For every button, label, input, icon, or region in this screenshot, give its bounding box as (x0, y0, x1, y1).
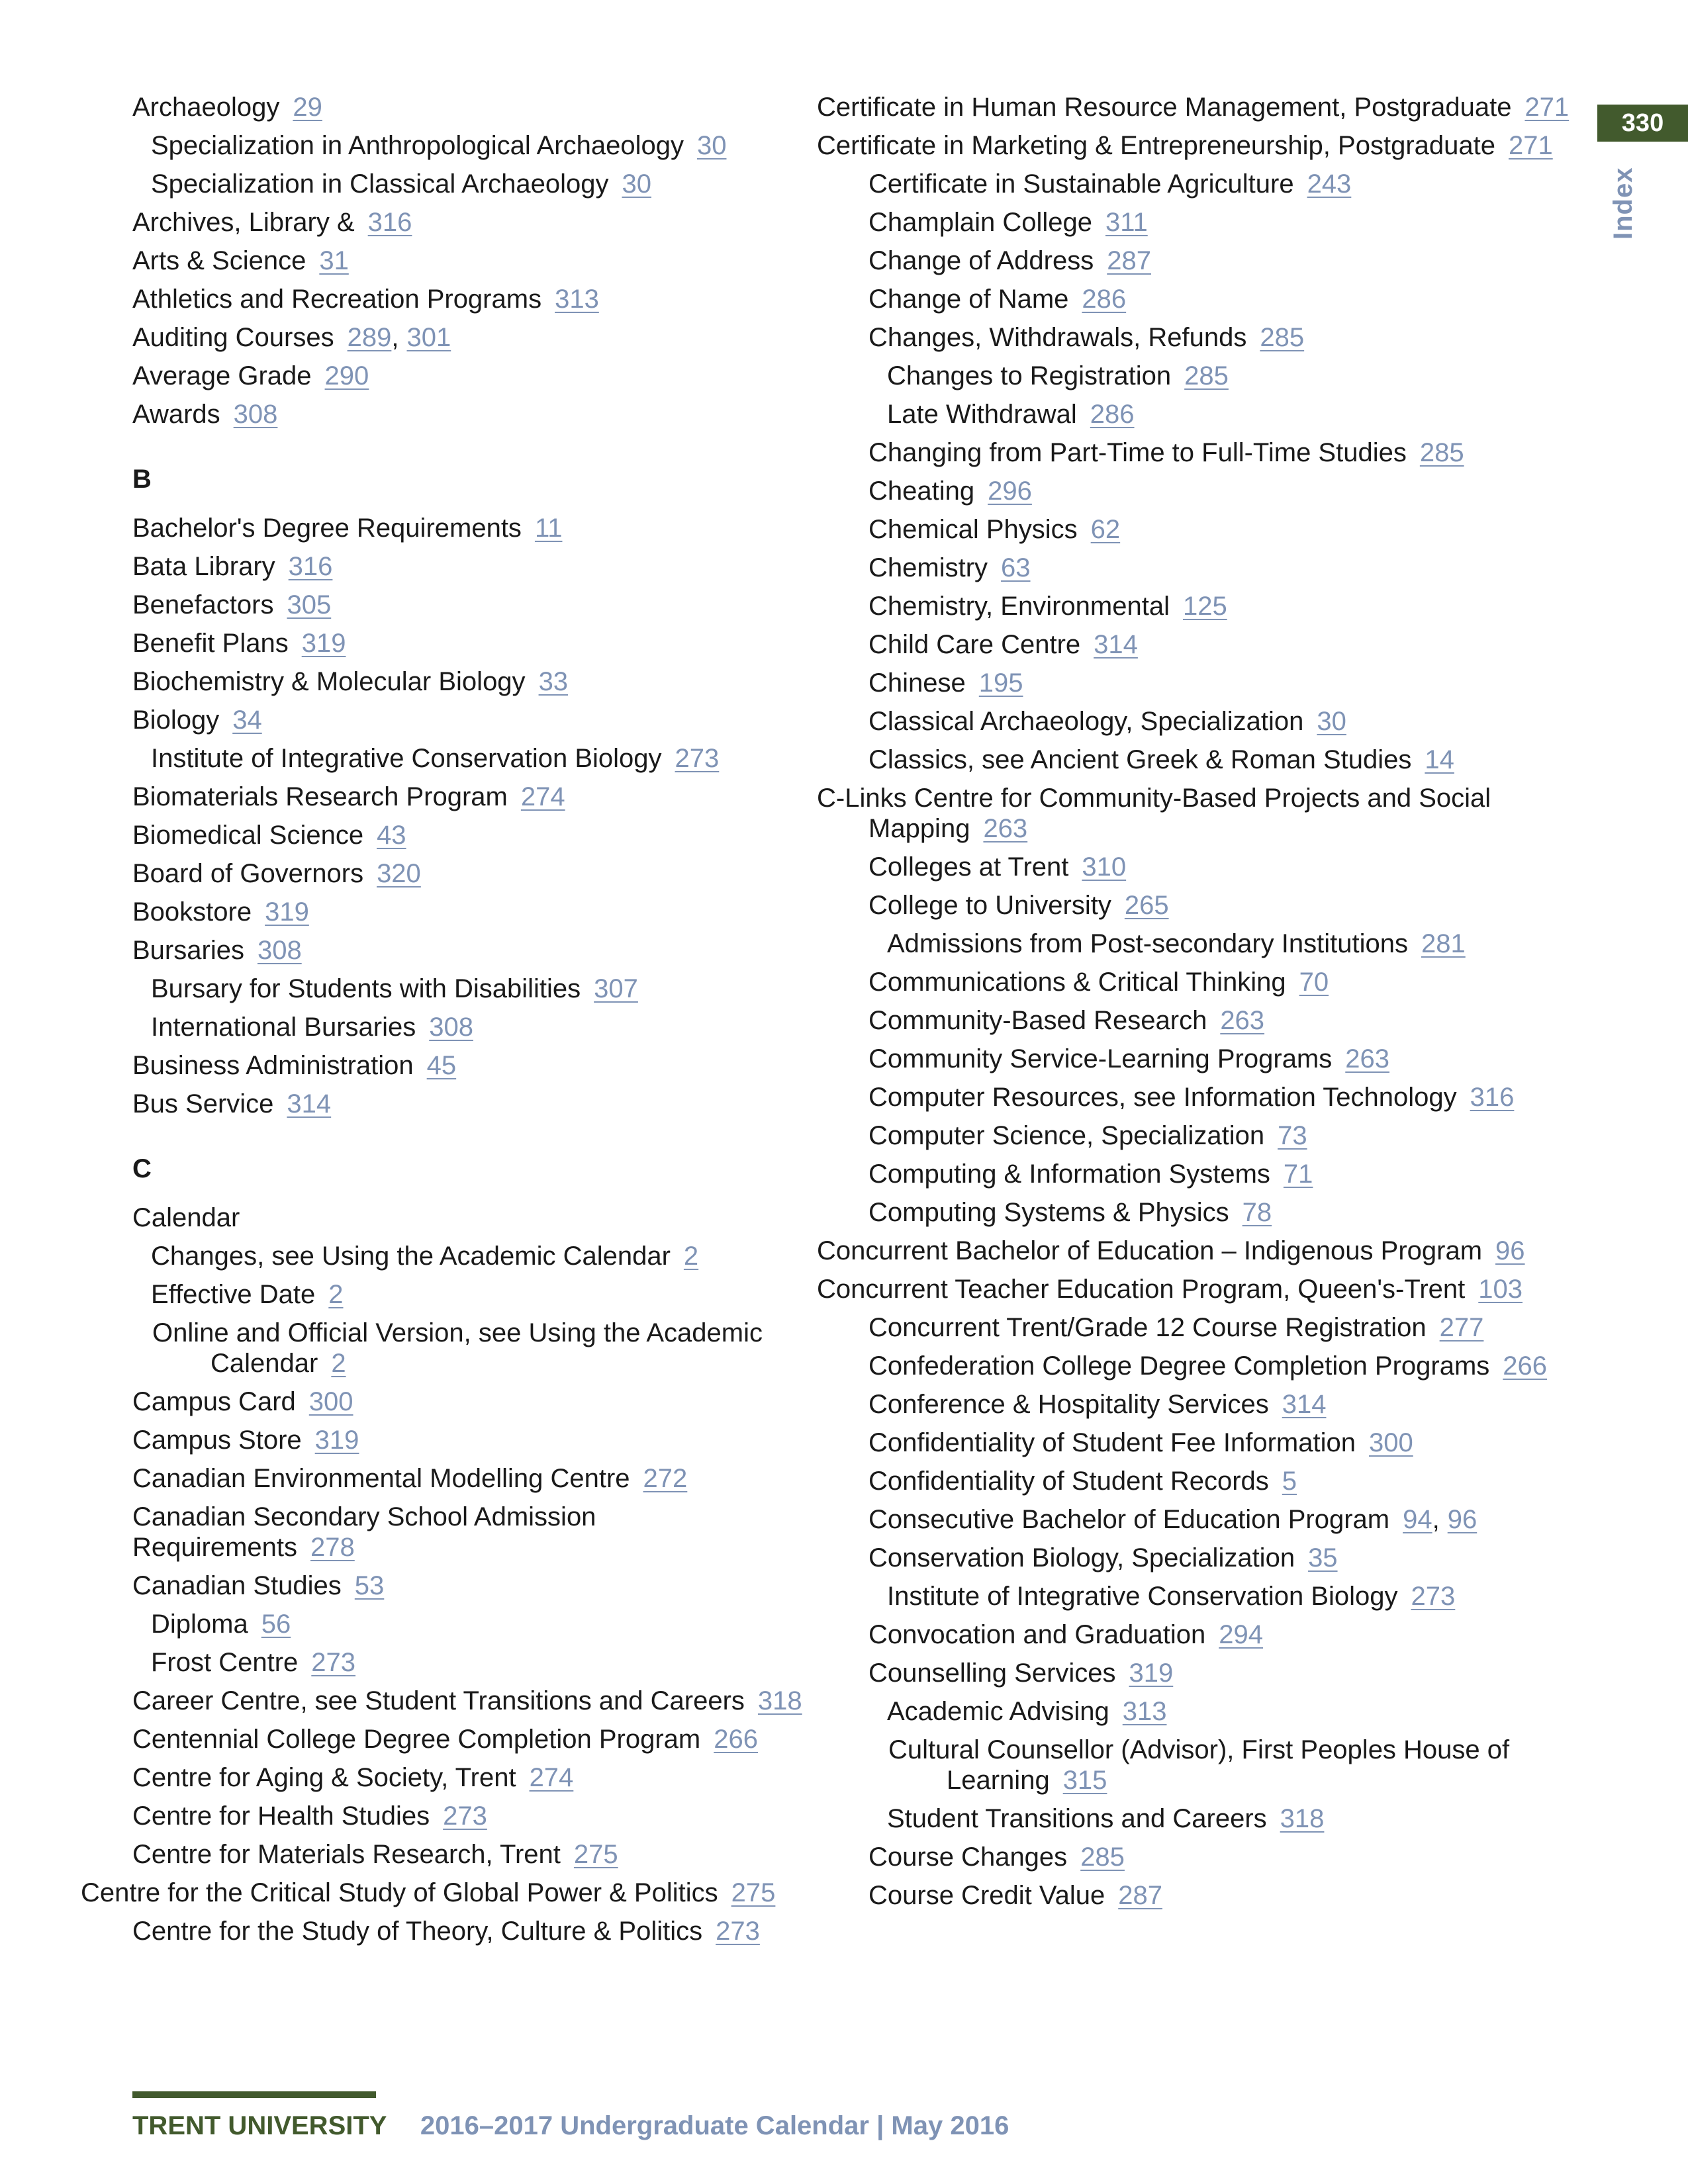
index-term: Bursary for Students with Disabilities (151, 974, 581, 1003)
index-term: Counselling Services (868, 1659, 1116, 1688)
page-link[interactable]: 308 (429, 1013, 473, 1042)
index-entry (81, 1878, 821, 1908)
index-term: Conservation Biology, Specialization (868, 1543, 1295, 1572)
page-link[interactable]: 94 (1403, 1505, 1432, 1534)
page-link[interactable]: 319 (301, 629, 346, 658)
index-entry (868, 1120, 1570, 1151)
index-term: Canadian Environmental Modelling Centre (132, 1464, 630, 1493)
index-term: Biology (132, 705, 220, 735)
page-link[interactable]: 271 (1524, 93, 1570, 122)
index-entry (868, 591, 1570, 621)
index-entry (132, 361, 821, 391)
index-term: College to University (868, 891, 1111, 920)
page-link[interactable]: 285 (1080, 1843, 1125, 1872)
page-link[interactable]: 271 (1508, 131, 1553, 160)
page-link[interactable]: 278 (310, 1533, 355, 1562)
index-term: Canadian Secondary School Admission Requirements (132, 1502, 596, 1562)
index-term: Canadian Studies (132, 1571, 342, 1600)
index-entry (817, 1274, 1570, 1304)
index-term: Institute of Integrative Conservation Biology (887, 1582, 1398, 1611)
page-link[interactable]: 301 (406, 323, 451, 352)
section-heading-c: C (132, 1154, 152, 1183)
index-entry (132, 130, 821, 161)
page-link[interactable]: 62 (1090, 515, 1121, 544)
index-term: Course Changes (868, 1843, 1068, 1872)
index-term: Cultural Counsellor (Advisor), First Peoples House of Learning (888, 1735, 1510, 1795)
page-link[interactable]: 53 (354, 1571, 385, 1600)
index-entry (817, 92, 1570, 122)
index-entry (868, 890, 1570, 921)
index-term: Centre for Materials Research, Trent (132, 1840, 561, 1869)
page-link[interactable]: 63 (1001, 553, 1031, 582)
index-entry (132, 1502, 821, 1563)
page-link[interactable]: 14 (1425, 745, 1454, 774)
page-link[interactable]: 308 (257, 936, 302, 965)
page-link[interactable]: 274 (520, 782, 565, 811)
index-entry (868, 1351, 1570, 1381)
index-term: Centre for Aging & Society, Trent (132, 1763, 516, 1792)
page-link[interactable]: 290 (324, 361, 369, 390)
page-link[interactable]: 314 (287, 1089, 332, 1118)
index-entry (868, 1658, 1570, 1688)
page-link[interactable]: 289 (347, 323, 392, 352)
page-link[interactable]: 263 (983, 814, 1028, 843)
index-entry (132, 1609, 821, 1639)
index-term: Archaeology (132, 93, 280, 122)
page-link[interactable]: 294 (1219, 1620, 1263, 1649)
index-entry (132, 1241, 821, 1271)
index-term: Bachelor's Degree Requirements (132, 514, 522, 543)
index-entry (868, 1197, 1570, 1228)
index-term: Benefactors (132, 590, 274, 619)
index-term: Computer Resources, see Information Technology (868, 1083, 1457, 1112)
index-term: Biomaterials Research Program (132, 782, 508, 811)
index-term: Student Transitions and Careers (887, 1804, 1267, 1833)
index-term: Centre for the Study of Theory, Culture & Politics (132, 1917, 703, 1946)
page-link[interactable]: 318 (757, 1686, 802, 1715)
index-term: Concurrent Trent/Grade 12 Course Registration (868, 1313, 1427, 1342)
page-link[interactable]: 319 (1129, 1659, 1174, 1688)
index-term: Business Administration (132, 1051, 414, 1080)
page-link[interactable]: 316 (288, 552, 333, 581)
index-term: Chemistry, Environmental (868, 592, 1170, 621)
page-link[interactable]: 316 (1470, 1083, 1515, 1112)
index-term: Certificate in Marketing & Entrepreneurship, Postgraduate (817, 131, 1495, 160)
index-term: Changes, Withdrawals, Refunds (868, 323, 1247, 352)
page-link[interactable]: 300 (308, 1387, 353, 1416)
index-term: Course Credit Value (868, 1881, 1105, 1910)
index-term: Board of Governors (132, 859, 364, 888)
index-term: Academic Advising (887, 1697, 1109, 1726)
index-group-c-continued (817, 92, 1570, 1911)
index-entry (868, 399, 1570, 430)
index-term: Biomedical Science (132, 821, 364, 850)
index-term: C-Links Centre for Community-Based Projects and Social Mapping (817, 784, 1491, 843)
page-separator: , (391, 323, 399, 352)
index-entry (132, 1801, 821, 1831)
index-entry (132, 1570, 821, 1601)
index-entry (868, 929, 1570, 959)
page-link[interactable]: 125 (1182, 592, 1227, 621)
index-entry (132, 782, 821, 812)
index-term: Bookstore (132, 897, 252, 927)
index-entry (868, 668, 1570, 698)
index-term: Bus Service (132, 1089, 274, 1118)
index-term: Confidentiality of Student Records (868, 1467, 1269, 1496)
page-link[interactable]: 43 (377, 821, 406, 850)
page-link[interactable]: 319 (265, 897, 309, 927)
page-link[interactable]: 29 (293, 93, 322, 122)
section-heading-b: B (132, 465, 152, 494)
index-term: Computer Science, Specialization (868, 1121, 1265, 1150)
index-entry (868, 1312, 1570, 1343)
index-column-left (81, 92, 821, 1954)
index-entry (132, 858, 821, 889)
index-entry (868, 553, 1570, 583)
index-term: Institute of Integrative Conservation Biology (151, 744, 662, 773)
index-term: Online and Official Version, see Using the Academic Calendar (152, 1318, 763, 1378)
index-entry (868, 1466, 1570, 1496)
index-entry (868, 476, 1570, 506)
index-term: Effective Date (151, 1280, 316, 1309)
index-entry (868, 706, 1570, 737)
index-term: Classics, see Ancient Greek & Roman Studies (868, 745, 1412, 774)
index-term: Community Service-Learning Programs (868, 1044, 1333, 1073)
index-entry (132, 92, 821, 122)
page-link[interactable]: 308 (233, 400, 278, 429)
footer-university: TRENT UNIVERSITY (132, 2111, 387, 2140)
page-link[interactable]: 277 (1439, 1313, 1484, 1342)
index-term: Awards (132, 400, 220, 429)
index-entry (132, 169, 821, 199)
index-entry (132, 246, 821, 276)
page-link[interactable]: 35 (1308, 1543, 1338, 1572)
index-term: Cheating (868, 477, 975, 506)
page-link[interactable]: 315 (1062, 1766, 1107, 1795)
page-link[interactable]: 285 (1260, 323, 1305, 352)
index-term: Convocation and Graduation (868, 1620, 1206, 1649)
index-term: Bata Library (132, 552, 275, 581)
index-entry (868, 207, 1570, 238)
index-entry (132, 551, 821, 582)
index-term: Bursaries (132, 936, 244, 965)
page-link[interactable]: 286 (1090, 400, 1135, 429)
page-link[interactable]: 319 (314, 1426, 359, 1455)
index-term: Changing from Part-Time to Full-Time Studies (868, 438, 1407, 467)
page-link[interactable]: 45 (426, 1051, 457, 1080)
page-link[interactable]: 33 (538, 667, 569, 696)
index-entry (868, 169, 1570, 199)
index-term: Change of Address (868, 246, 1094, 275)
page-link[interactable]: 263 (1345, 1044, 1390, 1073)
page-link[interactable]: 314 (1094, 630, 1138, 659)
index-entry (132, 935, 821, 966)
index-term: Conference & Hospitality Services (868, 1390, 1269, 1419)
page-link[interactable]: 96 (1495, 1236, 1525, 1265)
page-link[interactable]: 56 (261, 1610, 291, 1639)
page-link[interactable]: 316 (367, 208, 412, 237)
index-term: Consecutive Bachelor of Education Program (868, 1505, 1390, 1534)
index-entry (868, 1581, 1570, 1612)
index-term: Concurrent Bachelor of Education – Indigenous Program (817, 1236, 1483, 1265)
index-term: Champlain College (868, 208, 1092, 237)
index-term: Certificate in Human Resource Management, Postgraduate (817, 93, 1512, 122)
page-link[interactable]: 2 (328, 1280, 344, 1309)
index-term: Changes to Registration (887, 361, 1172, 390)
footer-rule (132, 2091, 376, 2098)
index-entry (868, 1619, 1570, 1650)
index-term: Benefit Plans (132, 629, 289, 658)
index-entry (132, 207, 821, 238)
index-entry (868, 967, 1570, 997)
index-entry (132, 322, 821, 353)
index-entry (868, 1803, 1570, 1834)
page-link[interactable]: 195 (978, 668, 1023, 698)
page-link[interactable]: 2 (683, 1242, 699, 1271)
index-entry (132, 1916, 821, 1946)
page-separator: , (1432, 1505, 1440, 1534)
index-term: Classical Archaeology, Specialization (868, 707, 1304, 736)
index-entry (132, 1762, 821, 1793)
page-number-tab: 330 (1597, 105, 1688, 142)
index-entry (868, 437, 1570, 468)
index-group-b (132, 513, 821, 1119)
page-link[interactable]: 96 (1447, 1505, 1477, 1534)
index-entry (132, 974, 821, 1004)
page-link[interactable]: 314 (1282, 1390, 1327, 1419)
page-link[interactable]: 30 (696, 131, 727, 160)
index-term: Community-Based Research (868, 1006, 1207, 1035)
index-term: Frost Centre (151, 1648, 299, 1677)
index-entry (868, 1082, 1570, 1113)
index-entry (868, 514, 1570, 545)
page-link[interactable]: 11 (534, 514, 563, 543)
index-term: Centennial College Degree Completion Program (132, 1725, 701, 1754)
page-link[interactable]: 265 (1124, 891, 1169, 920)
footer-calendar-title: 2016–2017 Undergraduate Calendar | May 2016 (420, 2111, 1009, 2140)
index-entry (132, 513, 821, 543)
index-entry (868, 1735, 1570, 1796)
index-term: Specialization in Classical Archaeology (151, 169, 609, 199)
page-link[interactable]: 281 (1421, 929, 1466, 958)
index-entry (132, 590, 821, 620)
index-entry (132, 1318, 821, 1379)
page-link[interactable]: 2 (331, 1349, 346, 1378)
index-entry (132, 1387, 821, 1417)
index-entry (132, 1425, 821, 1455)
page-link[interactable]: 5 (1282, 1467, 1297, 1496)
index-term: Confederation College Degree Completion Programs (868, 1351, 1490, 1381)
index-entry (132, 1647, 821, 1678)
index-term: Diploma (151, 1610, 248, 1639)
page-link[interactable]: 263 (1220, 1006, 1265, 1035)
index-term: Centre for Health Studies (132, 1801, 430, 1831)
index-term: International Bursaries (151, 1013, 416, 1042)
index-term: Chemistry (868, 553, 988, 582)
index-entry (868, 1044, 1570, 1074)
index-term: Calendar (132, 1203, 240, 1232)
index-term: Communications & Critical Thinking (868, 968, 1286, 997)
page-link[interactable]: 310 (1082, 852, 1127, 882)
index-entry (132, 820, 821, 850)
page-link[interactable]: 273 (311, 1648, 356, 1677)
page-link[interactable]: 318 (1280, 1804, 1325, 1833)
page-link[interactable]: 285 (1184, 361, 1229, 390)
page-link[interactable]: 31 (319, 246, 349, 275)
page-footer (132, 2111, 1009, 2141)
page-link[interactable]: 307 (594, 974, 638, 1003)
index-entry (132, 1839, 821, 1870)
index-entry (132, 705, 821, 735)
index-entry (868, 1880, 1570, 1911)
page-link[interactable]: 313 (555, 285, 599, 314)
index-entry (868, 745, 1570, 775)
index-entry (817, 130, 1570, 161)
page-link[interactable]: 274 (529, 1763, 574, 1792)
page-link[interactable]: 30 (622, 169, 651, 199)
page-link[interactable]: 275 (573, 1840, 618, 1869)
index-entry (132, 897, 821, 927)
index-term: Certificate in Sustainable Agriculture (868, 169, 1294, 199)
index-entry (132, 1279, 821, 1310)
page-link[interactable]: 71 (1283, 1160, 1313, 1189)
index-term: Career Centre, see Student Transitions and Careers (132, 1686, 745, 1715)
index-term: Average Grade (132, 361, 312, 390)
index-entry (868, 1159, 1570, 1189)
index-entry (132, 1463, 821, 1494)
page-link[interactable]: 70 (1299, 968, 1329, 997)
index-entry (132, 1724, 821, 1754)
page-link[interactable]: 273 (1411, 1582, 1456, 1611)
page-link[interactable]: 311 (1105, 208, 1148, 237)
index-entry (132, 1686, 821, 1716)
page-link[interactable]: 320 (377, 859, 421, 888)
index-entry (868, 1842, 1570, 1872)
index-term: Confidentiality of Student Fee Information (868, 1428, 1356, 1457)
page-link[interactable]: 30 (1317, 707, 1346, 736)
index-entry (868, 284, 1570, 314)
page-link[interactable]: 273 (675, 744, 720, 773)
index-term: Change of Name (868, 285, 1069, 314)
page-link[interactable]: 272 (643, 1464, 688, 1493)
index-term: Concurrent Teacher Education Program, Queen's-Trent (817, 1275, 1466, 1304)
index-entry (132, 666, 821, 697)
index-term: Athletics and Recreation Programs (132, 285, 542, 314)
index-term: Chemical Physics (868, 515, 1078, 544)
index-term: Late Withdrawal (887, 400, 1077, 429)
index-entry (868, 246, 1570, 276)
page-link[interactable]: 275 (731, 1878, 776, 1907)
index-entry (132, 1012, 821, 1042)
page-link[interactable]: 273 (443, 1801, 487, 1831)
page-link[interactable]: 34 (232, 705, 262, 735)
index-entry (817, 1236, 1570, 1266)
page-link[interactable]: 103 (1478, 1275, 1523, 1304)
index-term: Campus Card (132, 1387, 296, 1416)
page-link[interactable]: 313 (1122, 1697, 1167, 1726)
index-group-c (81, 1203, 821, 1946)
page-link[interactable]: 78 (1242, 1198, 1272, 1227)
index-term: Auditing Courses (132, 323, 334, 352)
index-term: Centre for the Critical Study of Global Power & Politics (81, 1878, 718, 1907)
index-entry (868, 1428, 1570, 1458)
page-link[interactable]: 296 (988, 477, 1032, 506)
index-entry (868, 1005, 1570, 1036)
index-entry (132, 743, 821, 774)
index-entry (868, 322, 1570, 353)
index-entry (132, 628, 821, 659)
index-entry (132, 284, 821, 314)
index-term: Changes, see Using the Academic Calendar (151, 1242, 671, 1271)
section-side-label: Index (1609, 167, 1638, 240)
index-term: Computing Systems & Physics (868, 1198, 1229, 1227)
page-link[interactable]: 287 (1118, 1881, 1162, 1910)
index-entry (132, 1203, 821, 1233)
index-term: Biochemistry & Molecular Biology (132, 667, 526, 696)
index-entry (868, 852, 1570, 882)
index-entry (868, 1696, 1570, 1727)
index-entry (132, 1089, 821, 1119)
index-entry (868, 1504, 1570, 1535)
index-term: Archives, Library & (132, 208, 355, 237)
page-link[interactable]: 300 (1368, 1428, 1413, 1457)
page-link[interactable]: 273 (716, 1917, 760, 1946)
index-term: Chinese (868, 668, 966, 698)
index-term: Arts & Science (132, 246, 306, 275)
index-entry (868, 361, 1570, 391)
index-group-a (132, 92, 821, 430)
page-link[interactable]: 243 (1307, 169, 1352, 199)
page-link[interactable]: 287 (1107, 246, 1151, 275)
page-link[interactable]: 286 (1082, 285, 1127, 314)
page-link[interactable]: 266 (1503, 1351, 1548, 1381)
index-column-right (817, 92, 1570, 1919)
index-term: Admissions from Post-secondary Institutions (887, 929, 1408, 958)
index-term: Colleges at Trent (868, 852, 1069, 882)
page-link[interactable]: 285 (1419, 438, 1464, 467)
page-link[interactable]: 266 (714, 1725, 758, 1754)
index-entry (132, 399, 821, 430)
index-term: Campus Store (132, 1426, 302, 1455)
index-term: Computing & Information Systems (868, 1160, 1270, 1189)
index-term: Child Care Centre (868, 630, 1081, 659)
index-term: Specialization in Anthropological Archaeology (151, 131, 684, 160)
index-entry (817, 783, 1570, 844)
page-link[interactable]: 305 (287, 590, 332, 619)
index-entry (868, 629, 1570, 660)
index-entry (868, 1543, 1570, 1573)
index-entry (132, 1050, 821, 1081)
index-entry (868, 1389, 1570, 1420)
page-link[interactable]: 73 (1278, 1121, 1307, 1150)
